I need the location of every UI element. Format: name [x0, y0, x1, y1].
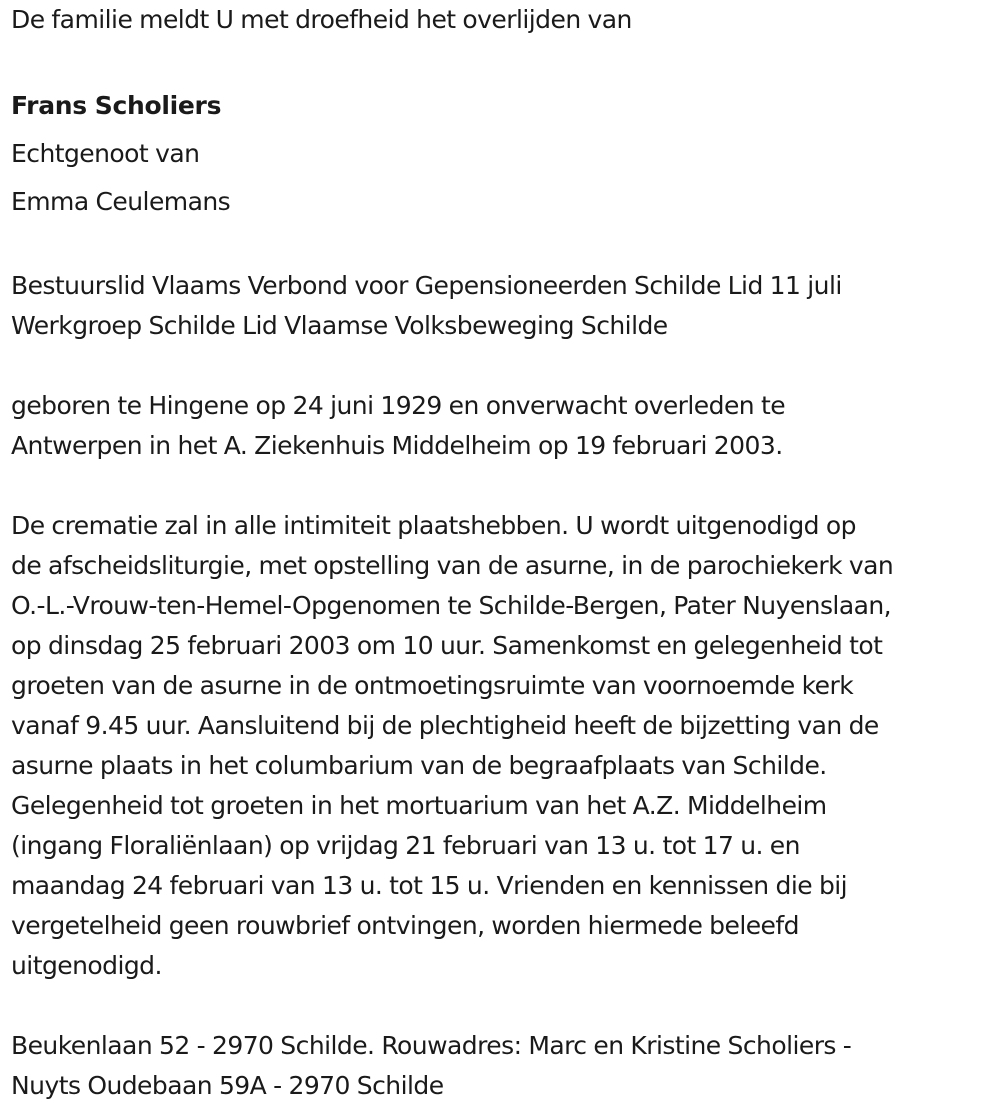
paragraph-line: (ingang Floraliënlaan) op vrijdag 21 februari van 13 u. tot 17 u. en — [11, 831, 800, 860]
paragraph-line: Nuyts Oudebaan 59A - 2970 Schilde — [11, 1071, 444, 1100]
paragraph-line: Gelegenheid tot groeten in het mortuarium van het A.Z. Middelheim — [11, 791, 827, 820]
paragraph-line: Beukenlaan 52 - 2970 Schilde. Rouwadres: Marc en Kristine Scholiers - — [11, 1031, 852, 1060]
paragraph-line: vergetelheid geen rouwbrief ontvingen, worden hiermede beleefd — [11, 911, 799, 940]
spacer — [11, 466, 996, 506]
birth-death-paragraph — [11, 386, 996, 466]
paragraph-line: op dinsdag 25 februari 2003 om 10 uur. Samenkomst en gelegenheid tot — [11, 631, 883, 660]
memberships-paragraph — [11, 266, 996, 346]
deceased-name: Frans Scholiers — [11, 91, 222, 120]
paragraph-line: O.-L.-Vrouw-ten-Hemel-Opgenomen te Schilde-Bergen, Pater Nuyenslaan, — [11, 591, 892, 620]
spacer — [11, 226, 996, 266]
ceremony-paragraph — [11, 506, 996, 986]
spouse-name: Emma Ceulemans — [11, 187, 231, 216]
paragraph-line: groeten van de asurne in de ontmoetingsruimte van voornoemde kerk — [11, 671, 854, 700]
paragraph-line: Antwerpen in het A. Ziekenhuis Middelheim op 19 februari 2003. — [11, 431, 783, 460]
intro-line: De familie meldt U met droefheid het overlijden van — [11, 5, 632, 34]
paragraph-line: vanaf 9.45 uur. Aansluitend bij de plechtigheid heeft de bijzetting van de — [11, 711, 879, 740]
paragraph-line: maandag 24 februari van 13 u. tot 15 u. Vrienden en kennissen die bij — [11, 871, 848, 900]
paragraph-line: Bestuurslid Vlaams Verbond voor Gepensioneerden Schilde Lid 11 juli — [11, 271, 842, 300]
paragraph-line: geboren te Hingene op 24 juni 1929 en onverwacht overleden te — [11, 391, 786, 420]
paragraph-line: asurne plaats in het columbarium van de begraafplaats van Schilde. — [11, 751, 827, 780]
spacer — [11, 40, 996, 82]
spacer — [11, 986, 996, 1026]
relation-line: Echtgenoot van — [11, 139, 200, 168]
paragraph-line: De crematie zal in alle intimiteit plaatshebben. U wordt uitgenodigd op — [11, 511, 856, 540]
obituary-document — [11, 0, 996, 1106]
spacer — [11, 346, 996, 386]
address-paragraph — [11, 1026, 996, 1106]
paragraph-line: uitgenodigd. — [11, 951, 162, 980]
paragraph-line: Werkgroep Schilde Lid Vlaamse Volksbeweging Schilde — [11, 311, 668, 340]
paragraph-line: de afscheidsliturgie, met opstelling van de asurne, in de parochiekerk van — [11, 551, 894, 580]
